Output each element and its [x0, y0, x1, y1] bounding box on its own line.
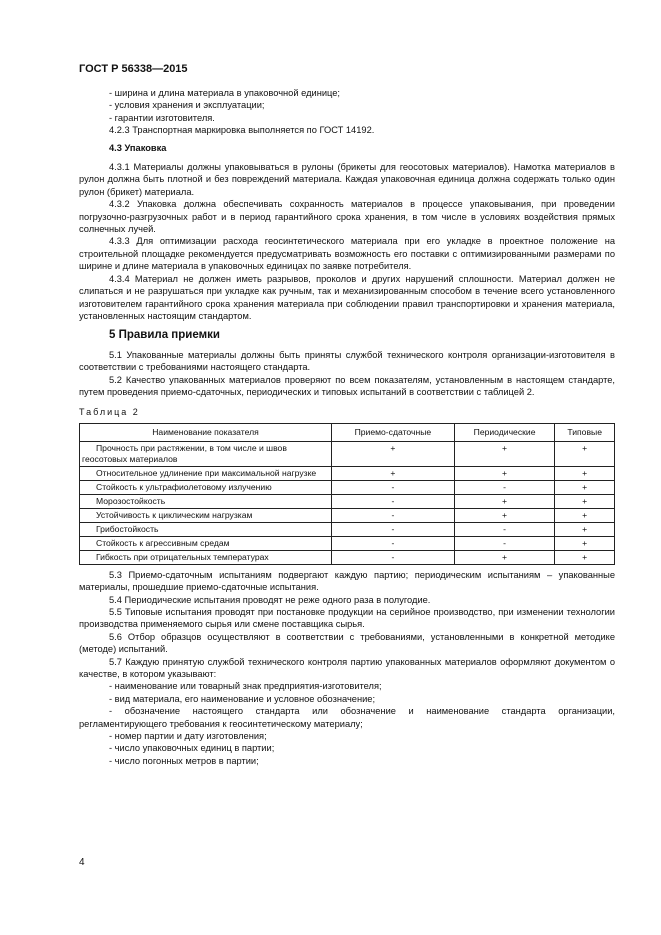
page-number: 4	[79, 857, 85, 868]
paragraph-5-5: 5.5 Типовые испытания проводят при постановке продукции на серийное производство, при изменении технологии производства применяемого сырья или смене поставщика сырья.	[79, 606, 615, 630]
table-cell: Стойкость к ультрафиолетовому излучению	[80, 480, 332, 494]
paragraph-4-2-3: 4.2.3 Транспортная маркировка выполняется по ГОСТ 14192.	[109, 125, 375, 136]
list-item: - наименование или товарный знак предприятия-изготовителя;	[109, 681, 382, 692]
paragraph-5-1: 5.1 Упакованные материалы должны быть приняты службой технического контроля организации-изготовителя в соответствии с требованиями настоящего стандарта.	[79, 349, 615, 373]
table-caption: Таблица 2	[79, 407, 140, 418]
list-item: - вид материала, его наименование и условное обозначение;	[109, 693, 376, 704]
list-item: - номер партии и дату изготовления;	[109, 731, 267, 742]
table-cell: Прочность при растяжении, в том числе и швов геосотовых материалов	[80, 441, 332, 466]
table-cell: -	[332, 536, 455, 550]
table-cell: +	[555, 441, 615, 466]
table-cell: Устойчивость к циклическим нагрузкам	[80, 508, 332, 522]
table-cell: +	[555, 466, 615, 480]
table-cell: +	[555, 536, 615, 550]
table-cell: +	[555, 480, 615, 494]
table-cell: Относительное удлинение при максимальной нагрузке	[80, 466, 332, 480]
table-row	[80, 522, 615, 536]
table-header-row	[80, 423, 615, 441]
paragraph-5-4: 5.4 Периодические испытания проводят не реже одного раза в полугодие.	[109, 594, 431, 605]
table-cell: Гибкость при отрицательных температурах	[80, 550, 332, 564]
list-item: - число погонных метров в партии;	[109, 755, 259, 766]
table-cell: +	[454, 494, 555, 508]
paragraph-5-6: 5.6 Отбор образцов осуществляют в соответствии с требованиями, установленными в конкретной методике (методе) испытаний.	[79, 631, 615, 655]
list-item: - гарантии изготовителя.	[109, 112, 215, 123]
table-header-cell: Наименование показателя	[80, 423, 332, 441]
table-cell: -	[332, 508, 455, 522]
table-cell: -	[454, 522, 555, 536]
list-item: - ширина и длина материала в упаковочной единице;	[109, 88, 341, 98]
table-cell: -	[454, 480, 555, 494]
table-cell: +	[555, 522, 615, 536]
paragraph-4-3-2: 4.3.2 Упаковка должна обеспечивать сохранность материалов в процессе упаковывания, при проведении погрузочно-разгрузочных работ и в период гарантийного срока хранения, в том числе в условиях воздействия прямых солнечных лучей.	[79, 199, 615, 235]
list-item: - обозначение настоящего стандарта или обозначение и наименование стандарта организации, регламентирующего требования к геосинтетическому материалу;	[79, 706, 615, 729]
table-cell: Грибостойкость	[80, 522, 332, 536]
section-heading-5: 5 Правила приемки	[109, 329, 220, 342]
table-cell: +	[332, 466, 455, 480]
table-row	[80, 508, 615, 522]
table-row	[80, 494, 615, 508]
table-header-cell: Типовые	[555, 423, 615, 441]
table-cell: -	[332, 522, 455, 536]
document-body	[79, 87, 615, 767]
document-header: ГОСТ Р 56338—2015	[79, 63, 188, 75]
table-cell: +	[555, 494, 615, 508]
paragraph-5-3: 5.3 Приемо-сдаточным испытаниям подвергают каждую партию; периодическим испытаниям – упакованные материалы, прошедшие приемо-сдаточные испытания.	[79, 569, 615, 593]
table-cell: +	[454, 441, 555, 466]
table-cell: Морозостойкость	[80, 494, 332, 508]
table-row	[80, 536, 615, 550]
table-cell: -	[332, 480, 455, 494]
list-item: - число упаковочных единиц в партии;	[109, 743, 275, 754]
table-cell: +	[454, 550, 555, 564]
table-row	[80, 466, 615, 480]
table-cell: Стойкость к агрессивным средам	[80, 536, 332, 550]
table-row	[80, 550, 615, 564]
table-cell: -	[332, 550, 455, 564]
table-cell: +	[454, 508, 555, 522]
table-cell: +	[555, 508, 615, 522]
table-row	[80, 480, 615, 494]
table-cell: +	[454, 466, 555, 480]
table-2	[79, 423, 615, 565]
table-cell: -	[454, 536, 555, 550]
table-cell: +	[555, 550, 615, 564]
table-row	[80, 441, 615, 466]
paragraph-4-3-4: 4.3.4 Материал не должен иметь разрывов, проколов и других нарушений сплошности. Материал должен не слипаться и не разрушаться при укладке как ручным, так и механизированным способом в течение всего установленного изготовителем гарантийного срока хранения материала при соблюдении правил транспортировки и хранения материала, установленных настоящим стандартом.	[79, 273, 615, 321]
list-item: - условия хранения и эксплуатации;	[109, 100, 265, 111]
table-cell: -	[332, 494, 455, 508]
paragraph-4-3-3: 4.3.3 Для оптимизации расхода геосинтетического материала при его укладке в проектное положение на строительной площадке рекомендуется предусматривать возможность его поставки с оптимизированными размерами по ширине и длине материала в упаковочных единицах по заявке потребителя.	[79, 236, 615, 272]
table-cell: +	[332, 441, 455, 466]
table-header-cell: Приемо-сдаточные	[332, 423, 455, 441]
paragraph-5-7: 5.7 Каждую принятую службой технического контроля партию упакованных материалов оформляют документом о качестве, в котором указывают:	[79, 656, 615, 679]
paragraph-5-2: 5.2 Качество упакованных материалов проверяют по всем показателям, установленным в настоящем стандарте, путем проведения приемо-сдаточных, периодических и типовых испытаний в соответствии с таблицей 2.	[79, 374, 615, 397]
paragraph-4-3-1: 4.3.1 Материалы должны упаковываться в рулоны (брикеты для геосотовых материалов). Намотка материалов в рулон должна быть плотной и без повреждений материала. Каждая упаковочная единица должна содержать только один рулон (брикет) материала.	[79, 162, 615, 197]
table-header-cell: Периодические	[454, 423, 555, 441]
section-heading-4-3: 4.3 Упаковка	[109, 142, 167, 153]
